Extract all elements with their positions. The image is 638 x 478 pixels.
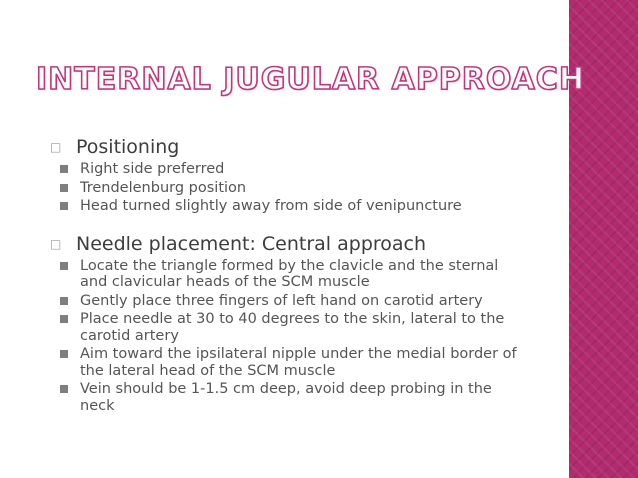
filled-square-bullet-icon bbox=[60, 202, 74, 211]
list-item-text: Vein should be 1-1.5 cm deep, avoid deep probing in the neck bbox=[80, 381, 492, 414]
bullet-list bbox=[50, 161, 568, 215]
list-item-text: Trendelenburg position bbox=[80, 179, 247, 196]
filled-square-bullet-icon bbox=[60, 184, 74, 193]
filled-square-bullet-icon bbox=[60, 262, 74, 271]
filled-square-bullet-icon bbox=[60, 297, 74, 306]
section-heading-row bbox=[50, 136, 568, 159]
section-positioning bbox=[50, 136, 568, 215]
filled-square-bullet-icon bbox=[60, 350, 74, 359]
section-heading: Needle placement: Central approach bbox=[76, 232, 427, 255]
list-item bbox=[60, 161, 568, 178]
section-needle-placement bbox=[50, 233, 568, 415]
list-item bbox=[60, 346, 568, 379]
section-heading-row bbox=[50, 233, 568, 256]
list-item bbox=[60, 293, 568, 310]
list-item bbox=[60, 311, 568, 344]
list-item bbox=[60, 381, 568, 414]
list-item-text: Head turned slightly away from side of venipuncture bbox=[80, 198, 462, 214]
list-item-text: Locate the triangle formed by the clavicle and the sternal and clavicular heads of the SCM muscle bbox=[80, 257, 499, 290]
list-item bbox=[60, 198, 568, 215]
slide-title: INTERNAL JUGULAR APPROACH bbox=[36, 62, 585, 97]
list-item-text: Gently place three fingers of left hand on carotid artery bbox=[80, 292, 483, 309]
list-item bbox=[60, 258, 568, 291]
bullet-list bbox=[50, 258, 568, 415]
list-item-text: Place needle at 30 to 40 degrees to the skin, lateral to the carotid artery bbox=[80, 311, 505, 344]
slide-content bbox=[50, 136, 568, 414]
section-heading: Positioning bbox=[76, 136, 180, 158]
filled-square-bullet-icon bbox=[60, 165, 74, 174]
hollow-square-bullet-icon: □ bbox=[50, 236, 62, 251]
list-item-text: Right side preferred bbox=[80, 161, 225, 177]
hollow-square-bullet-icon: □ bbox=[50, 140, 62, 154]
list-item bbox=[60, 180, 568, 197]
filled-square-bullet-icon bbox=[60, 385, 74, 394]
list-item-text: Aim toward the ipsilateral nipple under the medial border of the lateral head of the SCM muscle bbox=[80, 346, 517, 379]
filled-square-bullet-icon bbox=[60, 315, 74, 324]
